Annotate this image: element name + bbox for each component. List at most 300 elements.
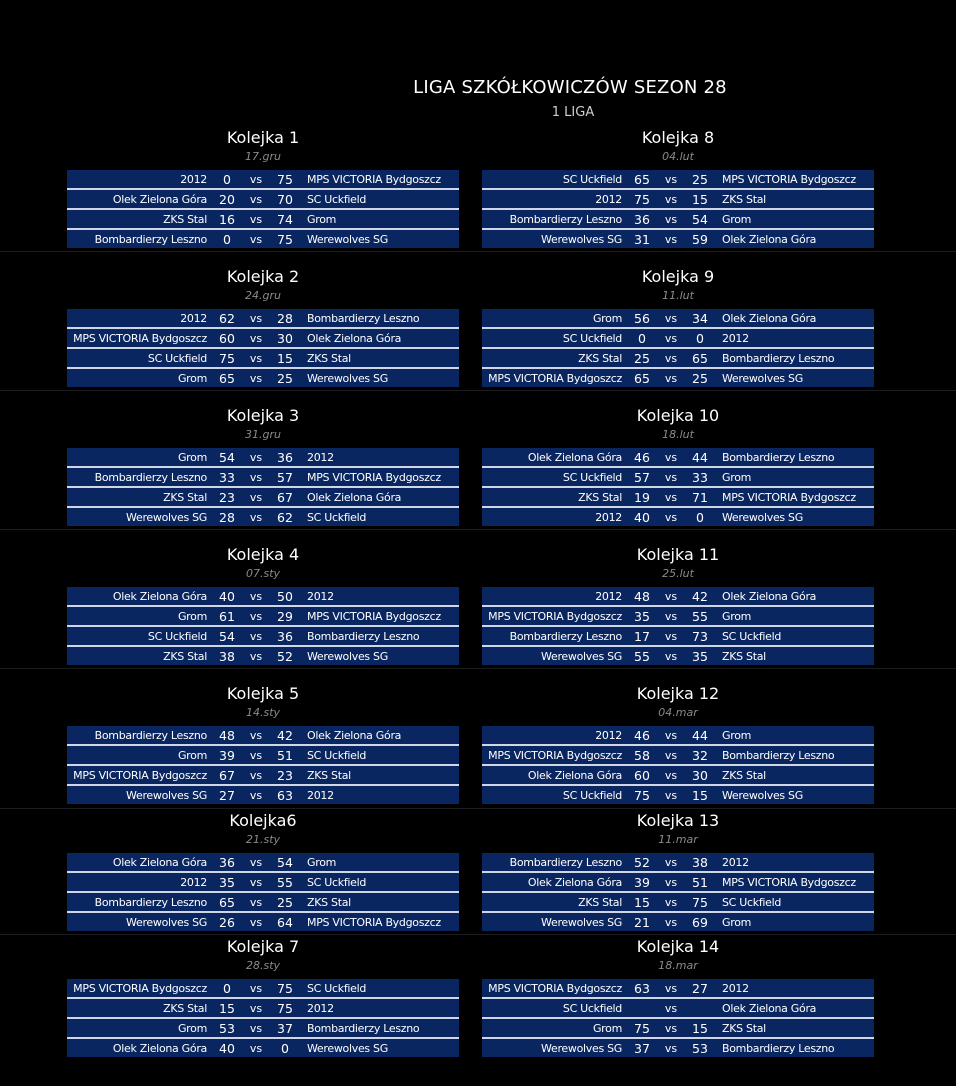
match-row: [482, 726, 874, 746]
vs-label: vs: [249, 212, 263, 226]
vs-label: vs: [664, 609, 678, 623]
home-score: 0: [223, 231, 231, 247]
round-title: Kolejka 5: [226, 684, 300, 703]
section-divider: [0, 808, 956, 809]
away-score: 44: [692, 727, 708, 743]
away-team: SC Uckfield: [307, 748, 367, 762]
match-row: [482, 587, 874, 607]
away-team: Grom: [722, 915, 752, 929]
round-block: [67, 266, 459, 387]
match-row: [67, 349, 459, 369]
vs-label: vs: [664, 1041, 678, 1055]
vs-label: vs: [664, 768, 678, 782]
match-row: [482, 349, 874, 369]
match-row: [67, 230, 459, 248]
match-row: [482, 627, 874, 647]
home-score: 40: [219, 1040, 235, 1056]
round-title: Kolejka 1: [226, 128, 300, 147]
vs-label: vs: [249, 981, 263, 995]
away-team: ZKS Stal: [722, 1021, 766, 1035]
home-team: ZKS Stal: [163, 1001, 207, 1015]
round-title: Kolejka 10: [636, 406, 720, 425]
match-row: [67, 979, 459, 999]
section-divider: [0, 668, 956, 669]
home-score: 65: [634, 370, 650, 386]
away-score: 25: [692, 171, 708, 187]
away-score: 57: [277, 469, 293, 485]
home-team: Bombardierzy Leszno: [509, 855, 622, 869]
home-score: 60: [634, 767, 650, 783]
round-date: 28.sty: [245, 959, 281, 972]
vs-label: vs: [664, 331, 678, 345]
home-team: Werewolves SG: [541, 232, 622, 246]
vs-label: vs: [664, 371, 678, 385]
away-score: 25: [277, 370, 293, 386]
round-block: [482, 127, 874, 248]
away-score: 74: [277, 211, 293, 227]
away-score: 25: [692, 370, 708, 386]
away-score: 75: [277, 1000, 293, 1016]
round-date: 11.mar: [658, 833, 698, 846]
home-team: Grom: [177, 748, 207, 762]
home-team: Olek Zielona Góra: [527, 768, 622, 782]
home-team: MPS VICTORIA Bydgoszcz: [488, 609, 622, 623]
away-score: 15: [692, 191, 708, 207]
vs-label: vs: [249, 172, 263, 186]
match-row: [482, 766, 874, 786]
round-block: [67, 544, 459, 665]
away-team: Bombardierzy Leszno: [722, 450, 835, 464]
match-row: [67, 210, 459, 230]
match-row: [482, 913, 874, 931]
away-score: 35: [692, 648, 708, 664]
away-team: ZKS Stal: [307, 768, 351, 782]
home-score: 75: [634, 787, 650, 803]
home-score: 28: [219, 509, 235, 525]
match-row: [67, 309, 459, 329]
match-row: [67, 726, 459, 746]
vs-label: vs: [249, 875, 263, 889]
round-date: 07.sty: [245, 567, 281, 580]
round-date: 24.gru: [245, 289, 281, 302]
away-team: Bombardierzy Leszno: [722, 351, 835, 365]
vs-label: vs: [664, 232, 678, 246]
away-score: 30: [692, 767, 708, 783]
match-row: [67, 508, 459, 526]
away-team: ZKS Stal: [307, 351, 351, 365]
away-score: 54: [692, 211, 708, 227]
vs-label: vs: [249, 915, 263, 929]
home-score: 27: [219, 787, 235, 803]
away-score: 51: [277, 747, 293, 763]
away-score: 55: [277, 874, 293, 890]
home-team: Grom: [592, 1021, 622, 1035]
match-row: [67, 448, 459, 468]
away-team: MPS VICTORIA Bydgoszcz: [307, 915, 441, 929]
round-date: 11.lut: [662, 289, 694, 302]
round-title: Kolejka 2: [226, 267, 300, 286]
home-team: MPS VICTORIA Bydgoszcz: [488, 371, 622, 385]
home-score: 58: [634, 747, 650, 763]
home-score: 35: [219, 874, 235, 890]
home-team: SC Uckfield: [562, 172, 622, 186]
match-row: [67, 873, 459, 893]
vs-label: vs: [249, 192, 263, 206]
home-team: MPS VICTORIA Bydgoszcz: [73, 981, 207, 995]
home-team: ZKS Stal: [578, 490, 622, 504]
away-team: Bombardierzy Leszno: [722, 748, 835, 762]
vs-label: vs: [249, 895, 263, 909]
home-team: Olek Zielona Góra: [112, 855, 207, 869]
vs-label: vs: [249, 490, 263, 504]
vs-label: vs: [249, 470, 263, 484]
vs-label: vs: [664, 212, 678, 226]
away-team: Olek Zielona Góra: [307, 331, 402, 345]
home-score: 15: [219, 1000, 235, 1016]
home-team: SC Uckfield: [562, 331, 622, 345]
match-row: [482, 786, 874, 804]
away-score: 34: [692, 310, 708, 326]
home-team: MPS VICTORIA Bydgoszcz: [73, 768, 207, 782]
home-team: Bombardierzy Leszno: [94, 232, 207, 246]
match-row: [67, 1019, 459, 1039]
round-date: 17.gru: [245, 150, 281, 163]
home-score: 60: [219, 330, 235, 346]
away-score: 71: [692, 489, 708, 505]
vs-label: vs: [249, 371, 263, 385]
home-team: Grom: [177, 609, 207, 623]
home-team: ZKS Stal: [578, 895, 622, 909]
vs-label: vs: [664, 748, 678, 762]
home-team: SC Uckfield: [562, 470, 622, 484]
vs-label: vs: [664, 351, 678, 365]
away-score: 30: [277, 330, 293, 346]
home-score: 0: [223, 171, 231, 187]
home-team: Werewolves SG: [126, 915, 207, 929]
match-row: [67, 913, 459, 931]
match-row: [67, 893, 459, 913]
home-score: 23: [219, 489, 235, 505]
vs-label: vs: [249, 788, 263, 802]
away-team: 2012: [307, 1001, 334, 1015]
home-team: Grom: [177, 371, 207, 385]
match-row: [67, 488, 459, 508]
round-title: Kolejka 9: [641, 267, 715, 286]
match-row: [482, 647, 874, 665]
away-team: SC Uckfield: [722, 895, 782, 909]
away-score: 75: [277, 980, 293, 996]
home-score: 40: [219, 588, 235, 604]
away-team: SC Uckfield: [722, 629, 782, 643]
away-team: SC Uckfield: [307, 192, 367, 206]
round-title: Kolejka 8: [641, 128, 715, 147]
home-score: 0: [638, 330, 646, 346]
away-score: 0: [696, 509, 704, 525]
away-score: 32: [692, 747, 708, 763]
away-score: 27: [692, 980, 708, 996]
home-team: Olek Zielona Góra: [112, 589, 207, 603]
away-team: 2012: [722, 981, 749, 995]
match-row: [67, 647, 459, 665]
round-block: [67, 936, 459, 1057]
match-row: [67, 786, 459, 804]
home-score: 53: [219, 1020, 235, 1036]
away-team: Grom: [722, 470, 752, 484]
away-team: Olek Zielona Góra: [722, 589, 817, 603]
away-score: 42: [277, 727, 293, 743]
home-team: MPS VICTORIA Bydgoszcz: [488, 981, 622, 995]
away-score: 15: [692, 1020, 708, 1036]
away-score: 37: [277, 1020, 293, 1036]
vs-label: vs: [664, 311, 678, 325]
home-team: Bombardierzy Leszno: [509, 212, 622, 226]
away-team: ZKS Stal: [307, 895, 351, 909]
home-score: 65: [219, 370, 235, 386]
vs-label: vs: [664, 1001, 678, 1015]
home-team: SC Uckfield: [562, 1001, 622, 1015]
away-score: 29: [277, 608, 293, 624]
away-score: 75: [277, 171, 293, 187]
vs-label: vs: [249, 331, 263, 345]
away-team: Werewolves SG: [722, 371, 803, 385]
vs-label: vs: [664, 629, 678, 643]
match-row: [482, 508, 874, 526]
home-team: Grom: [177, 450, 207, 464]
home-team: Bombardierzy Leszno: [509, 629, 622, 643]
home-team: ZKS Stal: [578, 351, 622, 365]
away-team: Bombardierzy Leszno: [307, 311, 420, 325]
home-team: SC Uckfield: [562, 788, 622, 802]
away-team: Werewolves SG: [722, 510, 803, 524]
away-score: 0: [281, 1040, 289, 1056]
away-team: Olek Zielona Góra: [307, 728, 402, 742]
home-score: 75: [634, 1020, 650, 1036]
home-team: Olek Zielona Góra: [112, 1041, 207, 1055]
away-team: Olek Zielona Góra: [722, 1001, 817, 1015]
away-score: 33: [692, 469, 708, 485]
match-row: [482, 607, 874, 627]
home-team: ZKS Stal: [163, 212, 207, 226]
round-date: 18.mar: [658, 959, 698, 972]
round-title: Kolejka 7: [226, 937, 300, 956]
vs-label: vs: [664, 728, 678, 742]
away-team: Grom: [722, 728, 752, 742]
away-score: 23: [277, 767, 293, 783]
away-team: ZKS Stal: [722, 649, 766, 663]
away-team: MPS VICTORIA Bydgoszcz: [307, 172, 441, 186]
home-score: 31: [634, 231, 650, 247]
vs-label: vs: [664, 470, 678, 484]
home-score: 36: [219, 854, 235, 870]
match-row: [482, 1019, 874, 1039]
round-block: [482, 544, 874, 665]
away-score: 42: [692, 588, 708, 604]
match-row: [482, 210, 874, 230]
round-date: 25.lut: [662, 567, 694, 580]
home-team: Olek Zielona Góra: [527, 875, 622, 889]
vs-label: vs: [664, 981, 678, 995]
home-score: 33: [219, 469, 235, 485]
home-score: 20: [219, 191, 235, 207]
away-score: 51: [692, 874, 708, 890]
vs-label: vs: [664, 192, 678, 206]
home-score: 61: [219, 608, 235, 624]
home-team: Bombardierzy Leszno: [94, 470, 207, 484]
section-divider: [0, 390, 956, 391]
home-team: MPS VICTORIA Bydgoszcz: [488, 748, 622, 762]
match-row: [482, 170, 874, 190]
vs-label: vs: [664, 895, 678, 909]
away-team: ZKS Stal: [722, 768, 766, 782]
match-row: [482, 468, 874, 488]
away-score: 59: [692, 231, 708, 247]
away-team: MPS VICTORIA Bydgoszcz: [307, 609, 441, 623]
away-team: SC Uckfield: [307, 510, 367, 524]
away-team: Grom: [307, 212, 337, 226]
away-score: 62: [277, 509, 293, 525]
home-score: 21: [634, 914, 650, 930]
vs-label: vs: [249, 450, 263, 464]
round-block: [67, 405, 459, 526]
round-date: 21.sty: [245, 833, 281, 846]
home-score: 39: [634, 874, 650, 890]
away-score: 70: [277, 191, 293, 207]
round-title: Kolejka 11: [636, 545, 720, 564]
away-team: Grom: [307, 855, 337, 869]
away-score: 38: [692, 854, 708, 870]
match-row: [482, 999, 874, 1019]
round-title: Kolejka 4: [226, 545, 300, 564]
away-score: 25: [277, 894, 293, 910]
vs-label: vs: [249, 855, 263, 869]
home-score: 0: [223, 980, 231, 996]
away-team: SC Uckfield: [307, 875, 367, 889]
away-score: 55: [692, 608, 708, 624]
round-title: Kolejka 12: [636, 684, 720, 703]
away-score: 36: [277, 628, 293, 644]
round-block: [482, 810, 874, 931]
away-team: Bombardierzy Leszno: [307, 1021, 420, 1035]
round-block: [67, 810, 459, 931]
round-date: 04.mar: [658, 706, 698, 719]
home-score: 67: [219, 767, 235, 783]
home-team: 2012: [595, 589, 622, 603]
home-team: Olek Zielona Góra: [527, 450, 622, 464]
match-row: [482, 746, 874, 766]
match-row: [67, 587, 459, 607]
vs-label: vs: [249, 510, 263, 524]
match-row: [482, 1039, 874, 1057]
away-score: 64: [277, 914, 293, 930]
home-team: Olek Zielona Góra: [112, 192, 207, 206]
round-block: [482, 683, 874, 804]
away-score: 0: [696, 330, 704, 346]
away-team: Werewolves SG: [307, 649, 388, 663]
away-score: 73: [692, 628, 708, 644]
away-team: Olek Zielona Góra: [722, 311, 817, 325]
home-team: SC Uckfield: [147, 629, 207, 643]
away-team: ZKS Stal: [722, 192, 766, 206]
away-team: Werewolves SG: [307, 1041, 388, 1055]
away-team: Bombardierzy Leszno: [307, 629, 420, 643]
match-row: [67, 468, 459, 488]
section-divider: [0, 529, 956, 530]
match-row: [67, 190, 459, 210]
away-team: MPS VICTORIA Bydgoszcz: [722, 875, 856, 889]
match-row: [482, 853, 874, 873]
round-title: Kolejka 14: [636, 937, 720, 956]
vs-label: vs: [249, 728, 263, 742]
away-team: Bombardierzy Leszno: [722, 1041, 835, 1055]
away-team: MPS VICTORIA Bydgoszcz: [722, 172, 856, 186]
vs-label: vs: [664, 649, 678, 663]
vs-label: vs: [249, 589, 263, 603]
home-team: MPS VICTORIA Bydgoszcz: [73, 331, 207, 345]
away-score: 65: [692, 350, 708, 366]
home-team: Werewolves SG: [541, 649, 622, 663]
match-row: [482, 369, 874, 387]
round-date: 04.lut: [662, 150, 694, 163]
away-score: 36: [277, 449, 293, 465]
home-team: 2012: [595, 510, 622, 524]
round-title: Kolejka 3: [226, 406, 300, 425]
match-row: [67, 746, 459, 766]
home-score: 52: [634, 854, 650, 870]
round-date: 14.sty: [245, 706, 281, 719]
away-team: MPS VICTORIA Bydgoszcz: [307, 470, 441, 484]
home-score: 17: [634, 628, 650, 644]
home-team: Werewolves SG: [126, 510, 207, 524]
vs-label: vs: [664, 589, 678, 603]
vs-label: vs: [249, 649, 263, 663]
match-row: [67, 766, 459, 786]
home-team: 2012: [595, 192, 622, 206]
away-team: Werewolves SG: [307, 232, 388, 246]
match-row: [67, 170, 459, 190]
match-row: [482, 309, 874, 329]
home-score: 38: [219, 648, 235, 664]
home-score: 63: [634, 980, 650, 996]
vs-label: vs: [249, 609, 263, 623]
away-team: Grom: [722, 212, 752, 226]
home-team: SC Uckfield: [147, 351, 207, 365]
home-team: 2012: [180, 311, 207, 325]
home-team: 2012: [595, 728, 622, 742]
home-score: 75: [634, 191, 650, 207]
home-score: 55: [634, 648, 650, 664]
away-score: 44: [692, 449, 708, 465]
vs-label: vs: [249, 768, 263, 782]
away-score: 50: [277, 588, 293, 604]
home-score: 37: [634, 1040, 650, 1056]
away-score: 15: [692, 787, 708, 803]
home-score: 16: [219, 211, 235, 227]
home-score: 48: [634, 588, 650, 604]
away-team: MPS VICTORIA Bydgoszcz: [722, 490, 856, 504]
match-row: [67, 369, 459, 387]
away-team: 2012: [722, 855, 749, 869]
round-block: [482, 405, 874, 526]
away-score: 63: [277, 787, 293, 803]
vs-label: vs: [249, 1001, 263, 1015]
vs-label: vs: [249, 629, 263, 643]
section-divider: [0, 251, 956, 252]
away-team: 2012: [722, 331, 749, 345]
round-block: [67, 127, 459, 248]
home-score: 54: [219, 449, 235, 465]
away-score: 52: [277, 648, 293, 664]
match-row: [482, 873, 874, 893]
